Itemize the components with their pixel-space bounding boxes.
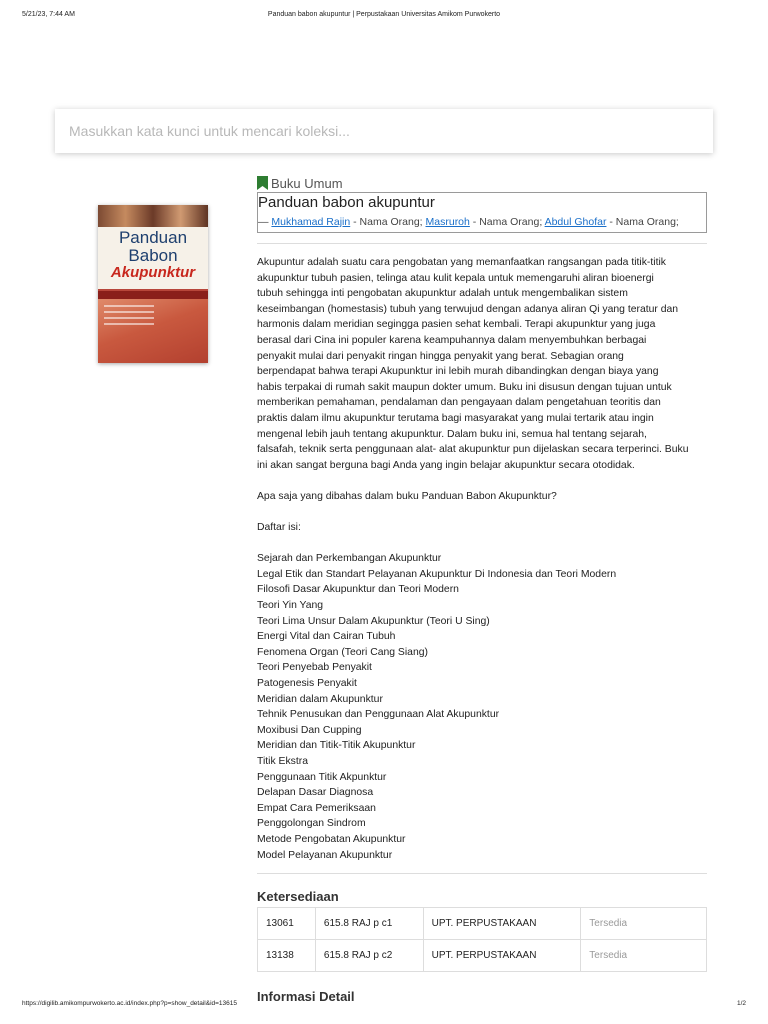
toc-item: Fenomena Organ (Teori Cang Siang) (257, 646, 428, 658)
bookmark-icon (257, 176, 268, 190)
description-line: berasal dari Cina ini populer karena keampuhannya dalam menyembuhkan berbagai (257, 334, 647, 346)
description-line: praktis dalam ilmu akupunktur terutama bagi masyarakat yang mulai tertarik atau ingin (257, 412, 654, 424)
book-detail (257, 175, 707, 1004)
author-link[interactable]: Mukhamad Rajin (271, 216, 351, 228)
cover-bar (98, 291, 208, 299)
category-label: Buku Umum (271, 175, 343, 191)
item-code: 13138 (258, 940, 316, 972)
description-question: Apa saja yang dibahas dalam buku Panduan Babon Akupunktur? (257, 490, 557, 502)
toc-item: Empat Cara Pemeriksaan (257, 802, 376, 814)
description-line: memberikan pemahaman, pendalaman dan pengayaan dalam pengetahuan teoritis dan (257, 397, 661, 409)
author-prefix: — (258, 216, 269, 228)
cover-title-line3: Akupunktur (110, 264, 196, 281)
toc-item: Teori Lima Unsur Dalam Akupunktur (Teori U Sing) (257, 615, 490, 627)
cover-title-line2: Babon (128, 246, 178, 265)
location: UPT. PERPUSTAKAAN (423, 908, 581, 940)
description-line: keseimbangan (homestasis) tubuh yang terwujud dengan adanya aliran Qi yang teratur dan (257, 303, 679, 315)
toc-item: Teori Penyebab Penyakit (257, 662, 372, 674)
category (257, 175, 707, 191)
description-line: Akupuntur adalah suatu cara pengobatan yang memanfaatkan rangsangan pada titik-titik (257, 257, 666, 268)
description-line: ini akan sangat berguna bagi Anda yang ingin belajar akupunktur secara otodidak. (257, 459, 635, 471)
availability-title: Ketersediaan (257, 889, 339, 905)
toc-item: Patogenesis Penyakit (257, 678, 357, 690)
book-cover-image (98, 205, 208, 363)
author-list (258, 215, 706, 229)
description-line: harmonis dalam meridian segingga pasien sehat kembali. Terapi akupunktur yang juga (257, 319, 656, 331)
status-badge: Tersedia (581, 908, 707, 940)
print-footer (22, 1000, 746, 1010)
toc-item: Teori Yin Yang (257, 600, 324, 612)
author-link[interactable]: Abdul Ghofar (544, 216, 607, 228)
description-line: falsafah, teknik serta penggunaan alat- alat akupunktur pun dijelaskan secara terperinci. Buku (257, 444, 689, 456)
divider (257, 243, 707, 244)
toc-heading: Daftar isi: (257, 522, 301, 534)
description-line: berpendapat bahwa terapi Akupunktur ini lebih murah dibandingkan dengan biaya yang (257, 366, 659, 378)
call-number: 615.8 RAJ p c1 (315, 908, 423, 940)
description-line: habis terpakai di rumah sakit maupun dokter umum. Buku ini disusun dengan tujuan untuk (257, 381, 672, 393)
toc-list (257, 551, 707, 863)
print-header (22, 11, 746, 23)
availability-table (257, 907, 707, 972)
cover-title-line1: Panduan (118, 228, 188, 247)
print-page-title: Panduan babon akupuntur | Perpustakaan Universitas Amikom Purwokerto (267, 11, 501, 18)
cover-author-lines (104, 305, 154, 329)
toc-item: Sejarah dan Perkembangan Akupunktur (257, 553, 442, 565)
detail-title: Informasi Detail (257, 989, 355, 1005)
toc-item: Legal Etik dan Standart Pelayanan Akupunktur Di Indonesia dan Teori Modern (257, 568, 617, 580)
divider (257, 873, 707, 874)
status-badge: Tersedia (581, 940, 707, 972)
print-date: 5/21/23, 7:44 AM (22, 11, 75, 18)
print-url: https://digilib.amikompurwokerto.ac.id/index.php?p=show_detail&id=13615 (22, 1000, 237, 1007)
author-type: - Nama Orang; (353, 216, 423, 228)
toc-item: Filosofi Dasar Akupunktur dan Teori Modern (257, 584, 459, 596)
toc-item: Energi Vital dan Cairan Tubuh (257, 631, 396, 643)
description-line: akupunktur tubuh pasien, telinga atau kulit kepala untuk memengaruhi aliran bioenergi (257, 272, 654, 284)
call-number: 615.8 RAJ p c2 (315, 940, 423, 972)
book-title: Panduan babon akupuntur (258, 194, 435, 211)
item-code: 13061 (258, 908, 316, 940)
availability-row (258, 940, 707, 972)
description-line: tubuh sehingga inti pengobatan akupunktur adalah untuk mengembalikan sistem (257, 288, 628, 300)
search-input[interactable] (55, 109, 713, 153)
book-description (257, 255, 707, 863)
toc-item: Delapan Dasar Diagnosa (257, 787, 374, 799)
title-box (257, 192, 707, 233)
toc-item: Tehnik Penusukan dan Penggunaan Alat Akupunktur (257, 709, 500, 721)
toc-item: Model Pelayanan Akupunktur (257, 849, 393, 861)
author-type: - Nama Orang; (472, 216, 543, 228)
cover-photo-strip (98, 205, 208, 227)
toc-item: Meridian dan Titik-Titik Akupunktur (257, 740, 416, 752)
availability-row (258, 908, 707, 940)
print-page-number: 1/2 (736, 1000, 746, 1007)
toc-item: Meridian dalam Akupunktur (257, 693, 383, 705)
description-line: penyakit mulai dari penyakit ringan hingga penyakit yang berat. Sebagian orang (257, 350, 624, 362)
toc-item: Moxibusi Dan Cupping (257, 724, 362, 736)
toc-item: Penggunaan Titik Akpunktur (257, 771, 387, 783)
toc-item: Metode Pengobatan Akupunktur (257, 833, 406, 845)
toc-item: Titik Ekstra (257, 756, 308, 767)
author-link[interactable]: Masruroh (425, 216, 470, 228)
description-text (257, 255, 707, 473)
description-line: mengenal lebih jauh tentang akupunktur. Dalam buku ini, semua hal tentang sejarah, (257, 428, 647, 440)
toc-item: Penggolongan Sindrom (257, 818, 366, 830)
location: UPT. PERPUSTAKAAN (423, 940, 581, 972)
author-type: - Nama Orang; (609, 216, 679, 228)
search-box (55, 109, 713, 153)
